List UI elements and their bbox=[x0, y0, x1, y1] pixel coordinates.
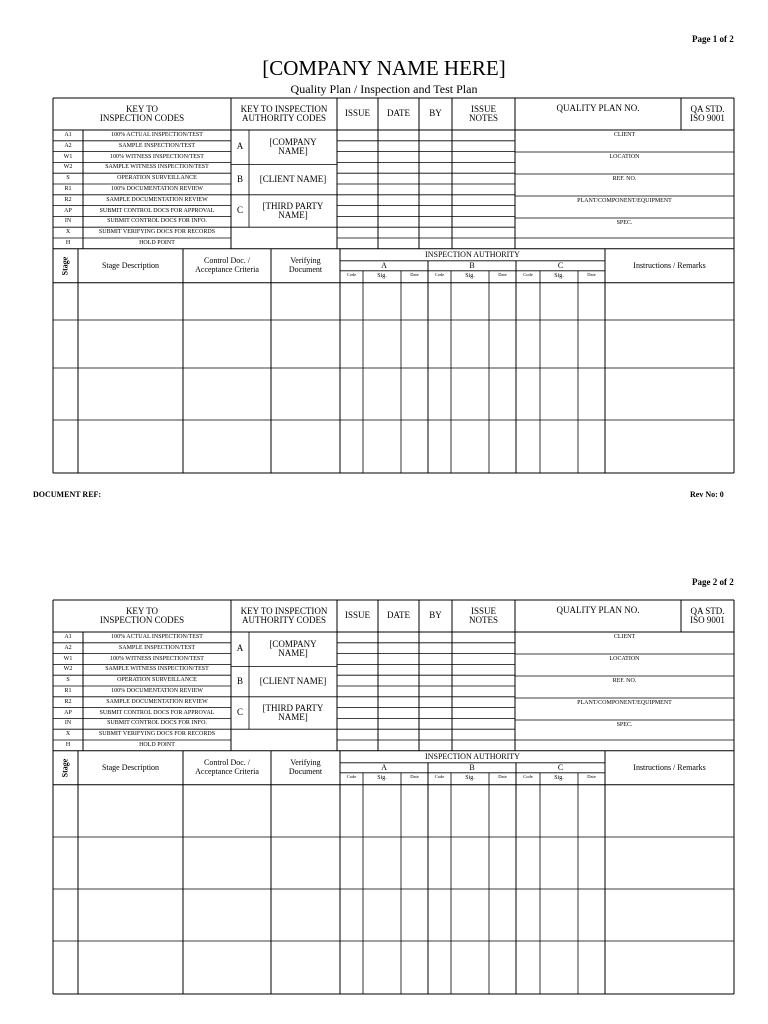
inspection-code: AP bbox=[64, 709, 72, 716]
authority-name: [THIRD PARTY NAME] bbox=[262, 200, 324, 220]
qa-std-header: QA STD. ISO 9001 bbox=[690, 605, 725, 625]
sub-header-sig: Sig. bbox=[377, 774, 387, 781]
sub-header-date: Date bbox=[410, 774, 419, 780]
revision-number: Rev No: 0 bbox=[690, 490, 724, 499]
inspection-code: IN bbox=[64, 720, 72, 727]
inspection-code-description: SAMPLE WITNESS INSPECTION/TEST bbox=[105, 164, 209, 171]
by-header: BY bbox=[429, 610, 442, 621]
verifying-document-header: Verifying Document bbox=[288, 758, 323, 776]
issue-notes-header: ISSUE NOTES bbox=[469, 103, 498, 123]
sub-header-code: Code bbox=[523, 272, 533, 278]
sub-header-date: Date bbox=[498, 774, 507, 780]
inspection-code: H bbox=[65, 742, 71, 748]
field-location: LOCATION bbox=[609, 656, 640, 663]
inspection-code: W1 bbox=[63, 153, 73, 160]
inspection-code-description: HOLD POINT bbox=[139, 240, 175, 246]
authority-letter: A bbox=[236, 643, 244, 654]
stage-description-header: Stage Description bbox=[101, 260, 160, 270]
inspection-code-description: 100% ACTUAL INSPECTION/TEST bbox=[111, 634, 203, 640]
sub-header-code: Code bbox=[346, 272, 357, 278]
stage-header: Stage bbox=[60, 758, 70, 778]
authority-name: [CLIENT NAME] bbox=[259, 675, 327, 686]
quality-plan-no-header: QUALITY PLAN NO. bbox=[556, 103, 640, 114]
inspection-code: A2 bbox=[64, 142, 72, 149]
quality-plan-no-header: QUALITY PLAN NO. bbox=[556, 605, 640, 616]
field-location: LOCATION bbox=[609, 154, 640, 161]
inspection-code-description: SAMPLE DOCUMENTATION REVIEW bbox=[106, 196, 208, 203]
date-header: DATE bbox=[387, 610, 410, 621]
inspection-code: AP bbox=[64, 207, 72, 214]
field-spec: SPEC. bbox=[616, 220, 633, 227]
inspection-code-description: SUBMIT VERIFYING DOCS FOR RECORDS bbox=[98, 731, 216, 738]
page-number: Page 2 of 2 bbox=[692, 577, 734, 587]
sub-header-code: Code bbox=[434, 272, 445, 278]
control-doc-header: Control Doc. / Acceptance Criteria bbox=[195, 758, 259, 776]
authority-group-a: A bbox=[381, 260, 387, 270]
sub-header-sig: Sig. bbox=[554, 272, 564, 279]
instructions-remarks-header: Instructions / Remarks bbox=[633, 762, 706, 772]
authority-name: [COMPANY NAME] bbox=[269, 136, 317, 157]
authority-letter: B bbox=[236, 675, 243, 686]
sub-header-sig: Sig. bbox=[554, 774, 564, 781]
company-title: [COMPANY NAME HERE] bbox=[262, 56, 506, 80]
quality-plan-form bbox=[53, 600, 734, 994]
authority-group-b: B bbox=[469, 260, 475, 270]
authority-letter: C bbox=[236, 707, 243, 718]
authority-codes-header: KEY TO INSPECTION AUTHORITY CODES bbox=[240, 103, 328, 123]
inspection-code: R2 bbox=[64, 196, 72, 203]
instructions-remarks-header: Instructions / Remarks bbox=[633, 260, 706, 270]
inspection-code-description: SUBMIT CONTROL DOCS FOR APPROVAL bbox=[99, 207, 215, 214]
inspection-code-description: SUBMIT CONTROL DOCS FOR INFO. bbox=[107, 218, 207, 225]
authority-name: [COMPANY NAME] bbox=[269, 638, 317, 659]
authority-group-b: B bbox=[469, 762, 475, 772]
document-ref-label: DOCUMENT REF: bbox=[33, 490, 102, 499]
control-doc-header: Control Doc. / Acceptance Criteria bbox=[195, 256, 259, 274]
issue-notes-header: ISSUE NOTES bbox=[469, 605, 498, 625]
qa-std-header: QA STD. ISO 9001 bbox=[690, 103, 725, 123]
authority-letter: A bbox=[236, 141, 244, 152]
stage-header: Stage bbox=[60, 256, 70, 276]
inspection-code: S bbox=[66, 677, 70, 684]
authority-name: [THIRD PARTY NAME] bbox=[262, 702, 324, 722]
inspection-code-description: 100% ACTUAL INSPECTION/TEST bbox=[111, 132, 203, 138]
sub-header-date: Date bbox=[587, 774, 596, 780]
authority-name: [CLIENT NAME] bbox=[259, 173, 327, 184]
sub-header-date: Date bbox=[498, 272, 507, 278]
inspection-code: R1 bbox=[64, 186, 72, 192]
inspection-code: A1 bbox=[64, 132, 72, 138]
inspection-code-description: SUBMIT CONTROL DOCS FOR INFO. bbox=[107, 720, 207, 727]
inspection-code-description: 100% DOCUMENTATION REVIEW bbox=[111, 186, 203, 192]
inspection-code-description: OPERATION SURVEILLANCE bbox=[117, 175, 197, 182]
issue-header: ISSUE bbox=[344, 610, 370, 621]
field-ref-no: REF. NO. bbox=[612, 176, 637, 183]
sub-header-date: Date bbox=[410, 272, 419, 278]
inspection-code-description: SAMPLE DOCUMENTATION REVIEW bbox=[106, 698, 208, 705]
inspection-code: W2 bbox=[63, 164, 73, 171]
inspection-code-description: SAMPLE WITNESS INSPECTION/TEST bbox=[105, 666, 209, 673]
authority-group-a: A bbox=[381, 762, 387, 772]
plan-subtitle: Quality Plan / Inspection and Test Plan bbox=[290, 82, 478, 96]
inspection-codes-header: KEY TO INSPECTION CODES bbox=[99, 605, 185, 625]
verifying-document-header: Verifying Document bbox=[288, 256, 323, 274]
field-spec: SPEC. bbox=[616, 722, 633, 729]
sub-header-sig: Sig. bbox=[465, 272, 475, 279]
field-plant-component-equipment: PLANT/COMPONENT/EQUIPMENT bbox=[577, 198, 672, 205]
inspection-code-description: SAMPLE INSPECTION/TEST bbox=[118, 142, 196, 149]
field-client: CLIENT bbox=[613, 634, 636, 641]
sub-header-date: Date bbox=[587, 272, 596, 278]
inspection-code: W2 bbox=[63, 666, 73, 673]
authority-letter: B bbox=[236, 173, 243, 184]
inspection-code: A2 bbox=[64, 644, 72, 651]
inspection-code: S bbox=[66, 175, 70, 182]
inspection-code: IN bbox=[64, 218, 72, 225]
authority-codes-header: KEY TO INSPECTION AUTHORITY CODES bbox=[240, 605, 328, 625]
sub-header-code: Code bbox=[523, 774, 533, 780]
inspection-code-description: SUBMIT CONTROL DOCS FOR APPROVAL bbox=[99, 709, 215, 716]
inspection-authority-header: INSPECTION AUTHORITY bbox=[425, 751, 520, 761]
quality-plan-form bbox=[53, 98, 734, 473]
inspection-code: A1 bbox=[64, 634, 72, 640]
inspection-authority-header: INSPECTION AUTHORITY bbox=[425, 249, 520, 259]
issue-header: ISSUE bbox=[344, 108, 370, 119]
sub-header-sig: Sig. bbox=[465, 774, 475, 781]
inspection-code: W1 bbox=[63, 655, 73, 662]
authority-group-c: C bbox=[557, 260, 564, 270]
inspection-codes-header: KEY TO INSPECTION CODES bbox=[99, 103, 185, 123]
inspection-code-description: OPERATION SURVEILLANCE bbox=[117, 677, 197, 684]
field-plant-component-equipment: PLANT/COMPONENT/EQUIPMENT bbox=[577, 700, 672, 707]
stage-description-header: Stage Description bbox=[101, 762, 160, 772]
inspection-code: X bbox=[65, 229, 71, 236]
inspection-code-description: 100% WITNESS INSPECTION/TEST bbox=[110, 153, 204, 160]
inspection-code-description: HOLD POINT bbox=[139, 742, 175, 748]
inspection-code: X bbox=[65, 731, 71, 738]
inspection-code-description: 100% DOCUMENTATION REVIEW bbox=[111, 688, 203, 694]
sub-header-code: Code bbox=[346, 774, 357, 780]
field-ref-no: REF. NO. bbox=[612, 678, 637, 685]
by-header: BY bbox=[429, 108, 442, 119]
inspection-code: R1 bbox=[64, 688, 72, 694]
inspection-code: H bbox=[65, 240, 71, 246]
sub-header-code: Code bbox=[434, 774, 445, 780]
sub-header-sig: Sig. bbox=[377, 272, 387, 279]
inspection-code-description: 100% WITNESS INSPECTION/TEST bbox=[110, 655, 204, 662]
field-client: CLIENT bbox=[613, 132, 636, 139]
authority-group-c: C bbox=[557, 762, 564, 772]
page-number: Page 1 of 2 bbox=[692, 34, 734, 44]
authority-letter: C bbox=[236, 205, 243, 216]
date-header: DATE bbox=[387, 108, 410, 119]
inspection-code-description: SUBMIT VERIFYING DOCS FOR RECORDS bbox=[98, 229, 216, 236]
inspection-code: R2 bbox=[64, 698, 72, 705]
inspection-code-description: SAMPLE INSPECTION/TEST bbox=[118, 644, 196, 651]
